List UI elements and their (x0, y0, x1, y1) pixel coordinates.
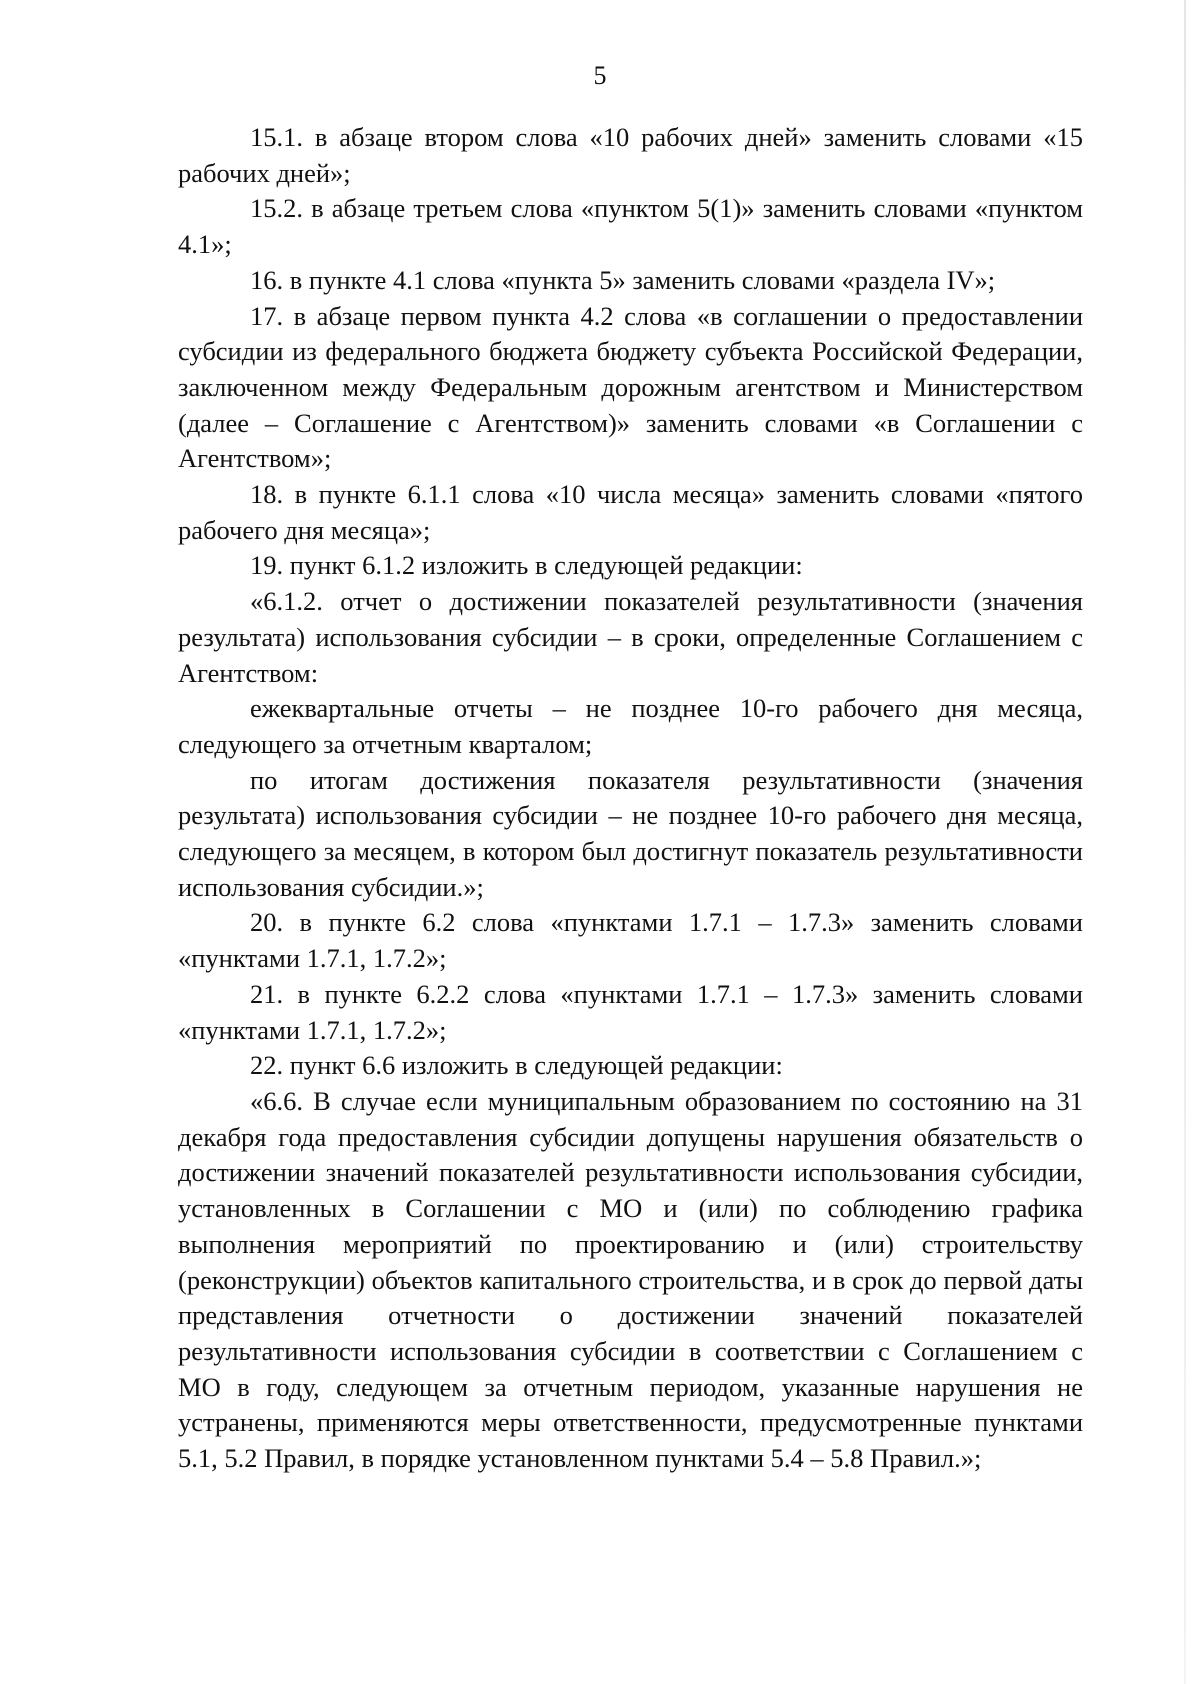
paragraph-16: 16. в пункте 4.1 слова «пункта 5» заменить словами «раздела IV»; (250, 264, 996, 295)
paragraph-6-6-quote: «6.6. В случае если муниципальным образованием по состоянию на 31 декабря года предоставления субсидии допущены нарушения обязательств о достижении значений показателей результативности использования субсидии, установленных в Соглашении с МО и (или) по соблюдению графика выполнения мероприятий по проектированию и (или) строительству (реконструкции) объектов капитального строительства, и в срок до первой даты представления отчетности о достижении значений показателей результативности использования субсидии в соответствии с Соглашением с МО в году, следующем за отчетным периодом, указанные нарушения не устранены, применяются меры ответственности, предусмотренные пунктами 5.1, 5.2 Правил, в порядке установленном пунктами 5.4 – 5.8 Правил.»; (178, 1085, 1083, 1474)
scan-edge-line (1184, 0, 1186, 1684)
paragraph-15-2: 15.2. в абзаце третьем слова «пунктом 5(1)» заменить словами «пунктом 4.1»; (178, 193, 1083, 260)
paragraph-20: 20. в пункте 6.2 слова «пунктами 1.7.1 – 1.7.3» заменить словами «пунктами 1.7.1, 1.7.2»; (178, 907, 1083, 974)
paragraph-quarterly-reports: ежеквартальные отчеты – не позднее 10-го рабочего дня месяца, следующего за отчетным кварталом; (178, 693, 1083, 759)
document-body (178, 120, 1083, 1477)
paragraph-19: 19. пункт 6.1.2 изложить в следующей редакции: (250, 550, 803, 581)
paragraph-15-1: 15.1. в абзаце втором слова «10 рабочих дней» заменить словами «15 рабочих дней»; (178, 122, 1083, 188)
paragraph-21: 21. в пункте 6.2.2 слова «пунктами 1.7.1 – 1.7.3» заменить словами «пунктами 1.7.1, 1.7.2»; (178, 978, 1083, 1045)
paragraph-18: 18. в пункте 6.1.1 слова «10 числа месяца» заменить словами «пятого рабочего дня месяца»; (178, 479, 1083, 545)
page-number: 5 (593, 61, 607, 90)
paragraph-22: 22. пункт 6.6 изложить в следующей редакции: (250, 1050, 783, 1081)
paragraph-17: 17. в абзаце первом пункта 4.2 слова «в соглашении о предоставлении субсидии из федерального бюджета бюджету субъекта Российской Федерации, заключенном между Федеральным дорожным агентством и Министерством (далее – Соглашение с Агентством)» заменить словами «в Соглашении с Агентством»; (178, 300, 1083, 474)
paragraph-6-1-2-quote: «6.1.2. отчет о достижении показателей результативности (значения результата) использования субсидии – в сроки, определенные Соглашением с Агентством: (178, 586, 1083, 688)
paragraph-results-report: по итогам достижения показателя результативности (значения результата) использования субсидии – не позднее 10-го рабочего дня месяца, следующего за месяцем, в котором был достигнут показатель результативности использования субсидии.»; (178, 764, 1083, 902)
